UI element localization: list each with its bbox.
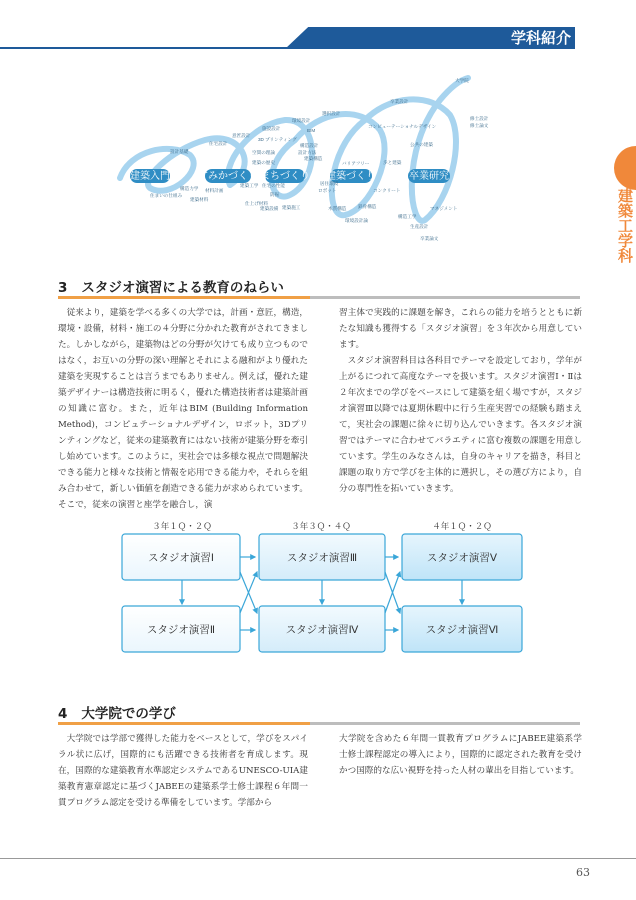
spiral-term-label: 住宅設計 [209, 141, 228, 146]
flow-box-label: スタジオ演習Ⅲ [286, 552, 358, 564]
spiral-term-label: 建築材料 [190, 197, 209, 202]
spiral-term-label: 環境設計 [292, 118, 311, 123]
side-department-label: 建築工学科 [616, 188, 634, 263]
spiral-term-label: 材料計画 [205, 188, 224, 193]
spiral-term-label: ロボット [318, 188, 337, 193]
flow-box-label: スタジオ演習Ⅴ [426, 552, 498, 564]
spiral-term-label: 設計基礎 [170, 149, 189, 154]
curriculum-spiral-diagram [110, 70, 500, 260]
spiral-term-label: 木質構造 [328, 206, 347, 211]
spiral-term-label: 公共の建築 [410, 142, 433, 147]
paragraph: 従来より，建築を学べる多くの大学では，計画・意匠，構造，環境・設備，材料・施工の４分野に分かれた教育がされてきました。しかしながら，建築物はどの分野が欠けても成り立つものではなく，お互いの分野の深い理解とそれによる融和がより優れた建築を実現することは言うまでもありません。例えば，優れた建築デザイナーは構造技術に明るく，優れた構造技術者は建築計画の知識に富む。また，近年はBIM (Building Information Method)，コンピュテーショナルデザイン，ロボット，3Dプリンティングなど，従来の建築教育にはない技術が建築分野を牽引し始めています。このように，実社会では多様な視点で問題解決できる能力と様々な技術と情報を応用できる能力や，それらを組み合わせて，新しい価値を創造できる能力が求められています。そこで，従来の演習と座学を融合し，演 [58, 308, 308, 510]
header-title: 学科紹介 [510, 29, 571, 47]
side-tab-circle [614, 146, 636, 190]
spiral-term-label: 3D プリンティング [258, 137, 297, 142]
flow-box-label: スタジオ演習Ⅱ [146, 624, 216, 636]
spiral-term-label: 環境設計論 [345, 218, 368, 223]
spiral-term-label: 鉄骨構造 [358, 204, 377, 209]
spiral-term-label: 生産設計 [410, 224, 429, 229]
page-number: 63 [576, 866, 590, 879]
spiral-term-label: 住まいの仕組み [150, 193, 183, 198]
spiral-node-label: 卒業研究 [409, 171, 449, 182]
spiral-term-label: 意匠設計 [232, 133, 251, 138]
spiral-term-label: 空間の理論 [252, 150, 275, 155]
footer-rule [0, 858, 636, 859]
spiral-term-label: 歩と建築 [383, 160, 402, 165]
flow-box-label: スタジオ演習Ⅵ [425, 624, 499, 636]
spiral-node-label: 建築づくり [326, 171, 376, 182]
spiral-term-label: 建築構造 [304, 156, 323, 161]
spiral-term-label: 居住環境 [320, 181, 339, 186]
spiral-term-label: 施設設計 [262, 126, 281, 131]
section-title: スタジオ演習による教育のねらい [81, 280, 284, 296]
studio-flow-diagram [118, 520, 538, 670]
spiral-term-label: BIM [307, 128, 316, 133]
spiral-term-label: 設計方法 [298, 150, 317, 155]
spiral-term-label: 構造力学 [180, 186, 199, 191]
flow-header-1: ３年１Ｑ・２Ｑ [152, 521, 212, 531]
spiral-term-label: 構造工学 [398, 214, 417, 219]
spiral-node-label: 建築入門 [130, 171, 170, 182]
section-3-rule-accent [58, 296, 310, 299]
spiral-term-label: 建築の歴史 [252, 160, 275, 165]
section-number: 3 [58, 280, 68, 296]
spiral-term-label: マネジメント [430, 206, 458, 211]
section-4-right-column [339, 731, 582, 779]
spiral-term-label: 防振 [270, 192, 280, 197]
paragraph: 大学院を含めた６年間一貫教育プログラムにJABEE建築系学士修士課程認定の導入により，国際的に認定された教育を受けかつ国際的な広い視野を持った人材の輩出を目指しています。 [339, 734, 582, 776]
spiral-node-label: すみかづくり [198, 171, 258, 182]
flow-box-label: スタジオ演習Ⅰ [147, 552, 215, 564]
flow-box-label: スタジオ演習Ⅳ [285, 624, 359, 636]
paragraph: 習主体で実践的に課題を解き，これらの能力を培うとともに新たな知識も獲得する「スタジオ演習」を３年次から用意しています。 [339, 308, 582, 350]
spiral-term-label: 建築設備 [260, 206, 279, 211]
section-4-heading [58, 702, 176, 722]
spiral-term-label: 卒業設計 [390, 99, 409, 104]
section-4-rule-accent [58, 722, 310, 725]
section-4-rule [310, 722, 580, 725]
paragraph: スタジオ演習科目は各科目でテーマを設定しており，学年が上がるにつれて高度なテーマを扱います。スタジオ演習Ⅰ・Ⅱは２年次までの学びをベースにして建築を紐く場ですが，スタジオ演習Ⅲ以降では夏期休暇中に行う生産実習での経験も踏まえて，実社会の課題に徐々に切り込んでいきます。各スタジオ演習ではテーマに合わせてバラエティに富む複数の課題を用意しています。学生のみなさんは，自身のキャリアを描き，科目と課題の取り方で学びを主体的に選択し，その選び方により，自分の専門性を拓いていきます。 [339, 356, 582, 494]
section-3-heading [58, 276, 284, 296]
spiral-term-label: 仕上げ材料 [245, 201, 268, 206]
section-title: 大学院での学び [81, 706, 176, 722]
spiral-term-label: バリアフリー [342, 161, 370, 166]
section-3-rule [310, 296, 580, 299]
paragraph: 大学院では学部で獲得した能力をベースとして，学びをスパイラル状に広げ，国際的にも活躍できる技術者を育成します。現在，国際的な建築教育水準認定システムであるUNESCO-UIA建築教育憲章認定に基づくJABEEの建築系学士修士課程６年間一貫プログラム認定を受ける準備をしています。学部から [58, 734, 308, 808]
spiral-term-label: 修士設計 [470, 116, 489, 121]
flow-header-3: ４年１Ｑ・２Ｑ [432, 521, 492, 531]
spiral-term-label: コンピューテーショナルデザイン [368, 124, 437, 129]
section-3-left-column [58, 305, 308, 513]
section-4-left-column [58, 731, 308, 811]
spiral-term-label: 建築工学 [240, 183, 259, 188]
spiral-node-label: まちづくり [260, 171, 310, 182]
spiral-term-label: 建築施工 [282, 205, 301, 210]
section-number: 4 [58, 706, 68, 722]
spiral-term-label: 構造設計 [300, 143, 319, 148]
spiral-term-label: 住宅の性能 [262, 183, 285, 188]
flow-header-2: ３年３Ｑ・４Ｑ [291, 521, 351, 531]
spiral-term-label: 大学院 [455, 78, 469, 83]
section-3-right-column [339, 305, 582, 497]
spiral-term-label: コンクリート [373, 188, 401, 193]
spiral-term-label: 卒業論文 [420, 236, 439, 241]
spiral-term-label: 選択設計 [322, 111, 341, 116]
spiral-term-label: 修士論文 [470, 123, 489, 128]
